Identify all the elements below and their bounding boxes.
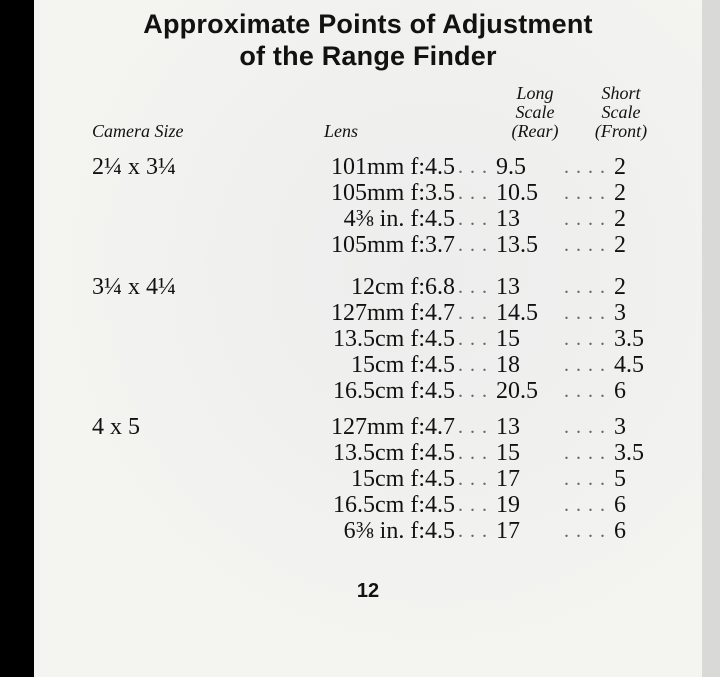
table-row <box>34 154 702 180</box>
lens-cell: 101mm f:4.5 <box>331 154 455 180</box>
leader-dots: . . . . <box>564 328 606 350</box>
short-scale-cell: 2 <box>614 206 626 232</box>
page-subtitle: of the Range Finder <box>239 41 497 71</box>
page-number: 12 <box>356 580 380 602</box>
table-row <box>34 232 702 258</box>
short-scale-cell: 3 <box>614 300 626 326</box>
short-scale-cell: 3.5 <box>614 440 644 466</box>
lens-cell: 12cm f:6.8 <box>351 274 455 300</box>
short-scale-cell: 4.5 <box>614 352 644 378</box>
long-scale-cell: 13 <box>496 414 520 440</box>
header-long-word: Long <box>516 83 554 103</box>
long-scale-cell: 13 <box>496 274 520 300</box>
header-camera-size: Camera Size <box>92 121 184 141</box>
header-short-scale: Scale <box>601 102 641 122</box>
leader-dots: . . . . <box>564 380 606 402</box>
leader-dots: . . . <box>458 494 488 516</box>
leader-dots: . . . <box>458 234 488 256</box>
camera-size-cell: 2¼ x 3¼ <box>92 154 176 180</box>
long-scale-cell: 20.5 <box>496 378 538 404</box>
table-row <box>34 518 702 544</box>
lens-cell: 16.5cm f:4.5 <box>333 492 455 518</box>
table-row <box>34 466 702 492</box>
short-scale-cell: 5 <box>614 466 626 492</box>
table-row <box>34 300 702 326</box>
long-scale-cell: 9.5 <box>496 154 526 180</box>
long-scale-cell: 17 <box>496 466 520 492</box>
table-row <box>34 180 702 206</box>
short-scale-cell: 6 <box>614 518 626 544</box>
lens-cell: 15cm f:4.5 <box>351 352 455 378</box>
table-row <box>34 414 702 440</box>
leader-dots: . . . . <box>564 468 606 490</box>
leader-dots: . . . <box>458 156 488 178</box>
leader-dots: . . . . <box>564 520 606 542</box>
lens-cell: 6⅜ in. f:4.5 <box>343 518 455 544</box>
leader-dots: . . . . <box>564 276 606 298</box>
page-title: Approximate Points of Adjustment <box>143 9 593 39</box>
header-long-rear: (Rear) <box>511 121 559 141</box>
lens-cell: 127mm f:4.7 <box>331 300 455 326</box>
long-scale-cell: 18 <box>496 352 520 378</box>
lens-cell: 105mm f:3.5 <box>331 180 455 206</box>
leader-dots: . . . . <box>564 208 606 230</box>
leader-dots: . . . . <box>564 494 606 516</box>
long-scale-cell: 14.5 <box>496 300 538 326</box>
book-page <box>34 0 702 677</box>
leader-dots: . . . . <box>564 156 606 178</box>
table-row <box>34 352 702 378</box>
leader-dots: . . . <box>458 208 488 230</box>
lens-cell: 16.5cm f:4.5 <box>333 378 455 404</box>
leader-dots: . . . <box>458 182 488 204</box>
header-short-front: (Front) <box>594 121 648 141</box>
table-row <box>34 440 702 466</box>
long-scale-cell: 15 <box>496 440 520 466</box>
leader-dots: . . . <box>458 468 488 490</box>
table-row <box>34 378 702 404</box>
page-edge <box>702 0 720 677</box>
header-lens: Lens <box>324 121 359 141</box>
short-scale-cell: 2 <box>614 180 626 206</box>
short-scale-cell: 3.5 <box>614 326 644 352</box>
leader-dots: . . . . <box>564 302 606 324</box>
table-row <box>34 492 702 518</box>
lens-cell: 127mm f:4.7 <box>331 414 455 440</box>
lens-cell: 4⅜ in. f:4.5 <box>343 206 455 232</box>
leader-dots: . . . <box>458 416 488 438</box>
leader-dots: . . . <box>458 302 488 324</box>
leader-dots: . . . <box>458 520 488 542</box>
camera-size-cell: 3¼ x 4¼ <box>92 274 176 300</box>
table-row <box>34 206 702 232</box>
header-long-scale: Scale <box>515 102 555 122</box>
leader-dots: . . . <box>458 442 488 464</box>
short-scale-cell: 2 <box>614 154 626 180</box>
long-scale-cell: 13.5 <box>496 232 538 258</box>
short-scale-cell: 3 <box>614 414 626 440</box>
leader-dots: . . . <box>458 380 488 402</box>
long-scale-cell: 17 <box>496 518 520 544</box>
short-scale-cell: 2 <box>614 274 626 300</box>
short-scale-cell: 6 <box>614 492 626 518</box>
leader-dots: . . . <box>458 354 488 376</box>
lens-cell: 13.5cm f:4.5 <box>333 440 455 466</box>
leader-dots: . . . . <box>564 354 606 376</box>
camera-size-cell: 4 x 5 <box>92 414 140 440</box>
long-scale-cell: 15 <box>496 326 520 352</box>
table-row <box>34 326 702 352</box>
leader-dots: . . . <box>458 276 488 298</box>
leader-dots: . . . . <box>564 234 606 256</box>
long-scale-cell: 13 <box>496 206 520 232</box>
short-scale-cell: 6 <box>614 378 626 404</box>
header-short-word: Short <box>601 83 641 103</box>
leader-dots: . . . . <box>564 182 606 204</box>
lens-cell: 13.5cm f:4.5 <box>333 326 455 352</box>
long-scale-cell: 10.5 <box>496 180 538 206</box>
leader-dots: . . . . <box>564 416 606 438</box>
table-row <box>34 274 702 300</box>
leader-dots: . . . <box>458 328 488 350</box>
lens-cell: 15cm f:4.5 <box>351 466 455 492</box>
leader-dots: . . . . <box>564 442 606 464</box>
long-scale-cell: 19 <box>496 492 520 518</box>
lens-cell: 105mm f:3.7 <box>331 232 455 258</box>
short-scale-cell: 2 <box>614 232 626 258</box>
